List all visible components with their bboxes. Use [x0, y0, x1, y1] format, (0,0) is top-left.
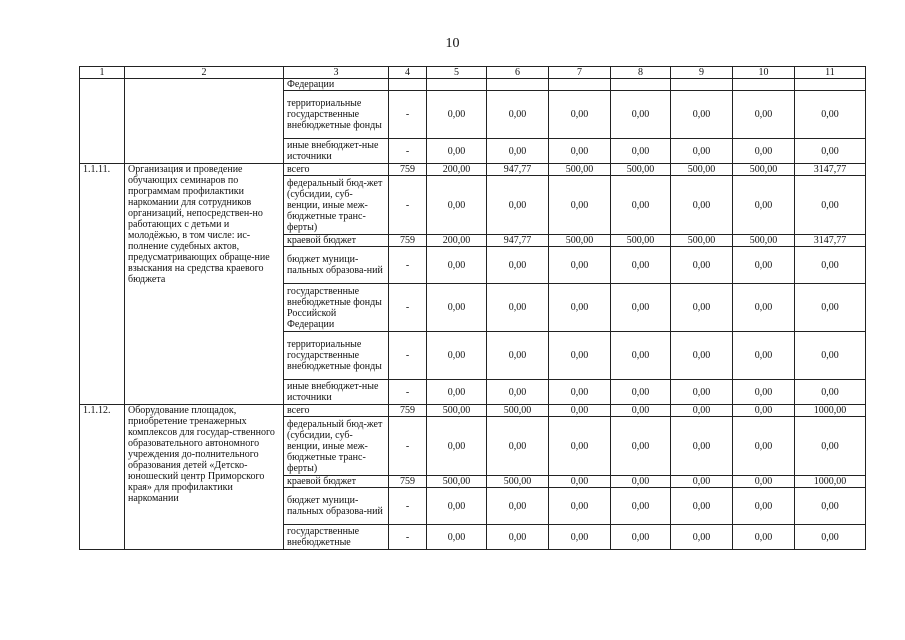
grbs-code-cell: -: [389, 247, 427, 284]
amount-cell: 0,00: [733, 139, 795, 164]
amount-cell: 0,00: [487, 488, 549, 525]
amount-cell: 200,00: [427, 235, 487, 247]
column-number-cell: 6: [487, 67, 549, 79]
amount-cell: 0,00: [795, 176, 866, 235]
amount-cell: 1000,00: [795, 476, 866, 488]
amount-cell: 0,00: [487, 284, 549, 332]
item-code-cell: 1.1.11.: [80, 164, 125, 405]
funding-source-cell: государственные внебюджетные: [284, 525, 389, 550]
grbs-code-cell: 759: [389, 476, 427, 488]
amount-cell: 0,00: [733, 284, 795, 332]
amount-cell: 200,00: [427, 164, 487, 176]
grbs-code-cell: -: [389, 139, 427, 164]
amount-cell: 0,00: [671, 284, 733, 332]
funding-source-cell: территориальные государственные внебюджетные фонды: [284, 332, 389, 380]
amount-cell: 0,00: [611, 380, 671, 405]
amount-cell: 0,00: [549, 405, 611, 417]
grbs-code-cell: -: [389, 176, 427, 235]
amount-cell: 500,00: [671, 235, 733, 247]
item-title-cell: Организация и проведение обучающих семинаров по программам профилактики наркомании для сотрудников организаций, непосредствен-но работающих с детьми и молодёжью, в том числе: ис-полнение судебных актов, предусматривающих обраще-ние взыскания на средства краевого бюджета: [125, 164, 284, 405]
amount-cell: 0,00: [487, 176, 549, 235]
column-number-row: [80, 67, 866, 79]
amount-cell: 500,00: [733, 164, 795, 176]
funding-source-cell: государственные внебюджетные фонды Российской Федерации: [284, 284, 389, 332]
amount-cell: 0,00: [487, 380, 549, 405]
amount-cell: [733, 79, 795, 91]
grbs-code-cell: 759: [389, 405, 427, 417]
amount-cell: 0,00: [427, 488, 487, 525]
amount-cell: 0,00: [671, 488, 733, 525]
amount-cell: 947,77: [487, 164, 549, 176]
amount-cell: 0,00: [487, 139, 549, 164]
amount-cell: 0,00: [427, 91, 487, 139]
amount-cell: 0,00: [795, 247, 866, 284]
amount-cell: 0,00: [549, 417, 611, 476]
amount-cell: 0,00: [549, 139, 611, 164]
amount-cell: 500,00: [671, 164, 733, 176]
amount-cell: 0,00: [733, 247, 795, 284]
amount-cell: 500,00: [487, 476, 549, 488]
amount-cell: 0,00: [611, 332, 671, 380]
amount-cell: 0,00: [487, 332, 549, 380]
funding-source-cell: территориальные государственные внебюджетные фонды: [284, 91, 389, 139]
amount-cell: 0,00: [611, 284, 671, 332]
amount-cell: 0,00: [611, 417, 671, 476]
funding-source-cell: бюджет муници-пальных образова-ний: [284, 247, 389, 284]
amount-cell: 500,00: [733, 235, 795, 247]
grbs-code-cell: -: [389, 284, 427, 332]
amount-cell: 0,00: [549, 284, 611, 332]
table-row: [80, 164, 866, 176]
amount-cell: 0,00: [427, 380, 487, 405]
grbs-code-cell: 759: [389, 235, 427, 247]
funding-source-cell: краевой бюджет: [284, 235, 389, 247]
page-number: 10: [445, 36, 460, 51]
amount-cell: 0,00: [733, 405, 795, 417]
grbs-code-cell: [389, 79, 427, 91]
item-title-cell: Оборудование площадок, приобретение тренажерных комплексов для государ-ственного образовательного автономного учреждения до-полнительного образования детей «Детско-юношеский центр Приморского края» для профилактики наркомании: [125, 405, 284, 550]
funding-source-cell: всего: [284, 405, 389, 417]
funding-source-cell: всего: [284, 164, 389, 176]
grbs-code-cell: -: [389, 332, 427, 380]
amount-cell: 0,00: [549, 488, 611, 525]
amount-cell: 500,00: [611, 235, 671, 247]
amount-cell: 0,00: [487, 417, 549, 476]
column-number-cell: 1: [80, 67, 125, 79]
amount-cell: 0,00: [487, 247, 549, 284]
amount-cell: 0,00: [671, 525, 733, 550]
grbs-code-cell: -: [389, 488, 427, 525]
amount-cell: 500,00: [487, 405, 549, 417]
amount-cell: 947,77: [487, 235, 549, 247]
funding-source-cell: иные внебюджет-ные источники: [284, 139, 389, 164]
funding-source-cell: иные внебюджет-ные источники: [284, 380, 389, 405]
amount-cell: 0,00: [549, 91, 611, 139]
amount-cell: [427, 79, 487, 91]
amount-cell: 0,00: [611, 139, 671, 164]
column-number-cell: 4: [389, 67, 427, 79]
amount-cell: 0,00: [611, 91, 671, 139]
amount-cell: 0,00: [611, 247, 671, 284]
amount-cell: 0,00: [611, 476, 671, 488]
amount-cell: 0,00: [427, 247, 487, 284]
amount-cell: 0,00: [795, 488, 866, 525]
amount-cell: 0,00: [671, 91, 733, 139]
amount-cell: [549, 79, 611, 91]
amount-cell: 0,00: [427, 525, 487, 550]
amount-cell: 0,00: [795, 91, 866, 139]
item-code-cell: [80, 79, 125, 164]
amount-cell: 0,00: [427, 284, 487, 332]
amount-cell: 0,00: [795, 332, 866, 380]
grbs-code-cell: -: [389, 417, 427, 476]
amount-cell: 0,00: [671, 247, 733, 284]
amount-cell: 0,00: [611, 405, 671, 417]
column-number-cell: 7: [549, 67, 611, 79]
amount-cell: 500,00: [427, 405, 487, 417]
amount-cell: [671, 79, 733, 91]
amount-cell: 0,00: [611, 488, 671, 525]
amount-cell: 0,00: [487, 91, 549, 139]
column-number-cell: 3: [284, 67, 389, 79]
column-number-cell: 8: [611, 67, 671, 79]
amount-cell: 0,00: [427, 139, 487, 164]
amount-cell: 0,00: [733, 91, 795, 139]
amount-cell: 500,00: [611, 164, 671, 176]
amount-cell: 0,00: [795, 284, 866, 332]
amount-cell: 0,00: [549, 525, 611, 550]
item-code-cell: 1.1.12.: [80, 405, 125, 550]
amount-cell: 0,00: [671, 139, 733, 164]
amount-cell: 0,00: [487, 525, 549, 550]
amount-cell: 0,00: [549, 380, 611, 405]
amount-cell: 500,00: [549, 235, 611, 247]
amount-cell: 0,00: [671, 380, 733, 405]
amount-cell: 0,00: [611, 176, 671, 235]
column-number-cell: 5: [427, 67, 487, 79]
grbs-code-cell: -: [389, 380, 427, 405]
amount-cell: 0,00: [733, 488, 795, 525]
column-number-cell: 11: [795, 67, 866, 79]
amount-cell: 0,00: [549, 176, 611, 235]
amount-cell: 0,00: [671, 405, 733, 417]
funding-source-cell: бюджет муници-пальных образова-ний: [284, 488, 389, 525]
amount-cell: 0,00: [427, 417, 487, 476]
table-row: [80, 405, 866, 417]
amount-cell: 0,00: [733, 176, 795, 235]
funding-source-cell: федеральный бюд-жет (субсидии, суб-венции, иные меж-бюджетные транс-ферты): [284, 176, 389, 235]
amount-cell: 0,00: [733, 417, 795, 476]
amount-cell: 500,00: [427, 476, 487, 488]
amount-cell: 0,00: [733, 380, 795, 405]
grbs-code-cell: 759: [389, 164, 427, 176]
amount-cell: 0,00: [733, 332, 795, 380]
column-number-cell: 9: [671, 67, 733, 79]
amount-cell: 0,00: [733, 525, 795, 550]
table-row: [80, 79, 866, 91]
amount-cell: [795, 79, 866, 91]
amount-cell: 0,00: [427, 332, 487, 380]
amount-cell: 0,00: [795, 380, 866, 405]
amount-cell: 500,00: [549, 164, 611, 176]
amount-cell: 0,00: [427, 176, 487, 235]
amount-cell: 1000,00: [795, 405, 866, 417]
amount-cell: 3147,77: [795, 164, 866, 176]
grbs-code-cell: -: [389, 525, 427, 550]
amount-cell: 0,00: [671, 332, 733, 380]
funding-source-cell: федеральный бюд-жет (субсидии, суб-венции, иные меж-бюджетные транс-ферты): [284, 417, 389, 476]
amount-cell: 0,00: [671, 476, 733, 488]
column-number-cell: 10: [733, 67, 795, 79]
amount-cell: 0,00: [733, 476, 795, 488]
amount-cell: [487, 79, 549, 91]
amount-cell: 0,00: [671, 417, 733, 476]
amount-cell: 0,00: [795, 417, 866, 476]
amount-cell: [611, 79, 671, 91]
amount-cell: 0,00: [795, 525, 866, 550]
amount-cell: 0,00: [671, 176, 733, 235]
amount-cell: 3147,77: [795, 235, 866, 247]
item-title-cell: [125, 79, 284, 164]
budget-table: [79, 66, 866, 550]
funding-source-cell: Федерации: [284, 79, 389, 91]
funding-source-cell: краевой бюджет: [284, 476, 389, 488]
column-number-cell: 2: [125, 67, 284, 79]
amount-cell: 0,00: [549, 247, 611, 284]
amount-cell: 0,00: [549, 332, 611, 380]
amount-cell: 0,00: [795, 139, 866, 164]
grbs-code-cell: -: [389, 91, 427, 139]
amount-cell: 0,00: [549, 476, 611, 488]
amount-cell: 0,00: [611, 525, 671, 550]
